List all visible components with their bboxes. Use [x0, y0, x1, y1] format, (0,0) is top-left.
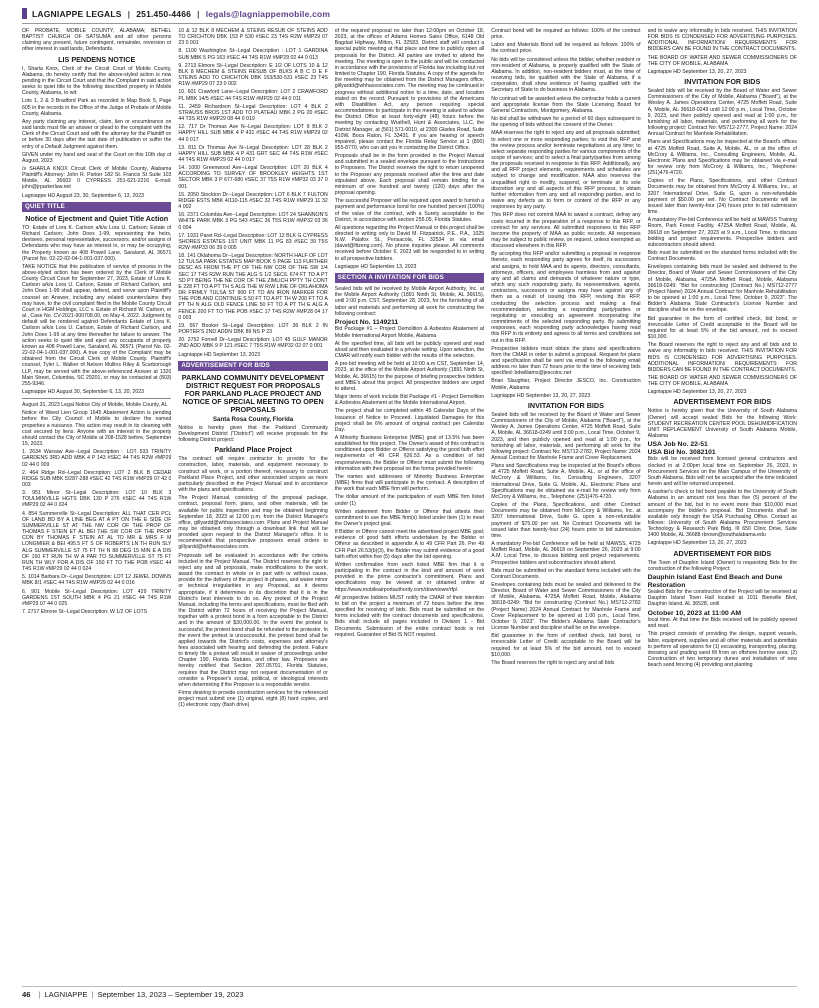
header-separator: | [197, 8, 200, 19]
notice-paragraph: Prospective bidders must obtain the plans and specifications from the CMAR in order to submit a proposal. Request for plans and specification shall be sent via email to the following email address no later than 72 hours prior to the time of receiving bids specified: bdwilliams@jescoinc.net [491, 345, 641, 377]
footer-dates: September 13, 2023 – September 19, 2023 [97, 989, 244, 999]
notice-paragraph: The Project Manual, consisting of the proposal package, contract, proposal form, plans, and other materials, will be available for public inspection and may be obtained beginning September 18, 2023 at 12:00 p.m. from the District Manager's office, gillyardd@whhassociates.com. Plans and Project Manual may be obtained only through a download link that will be provided upon request to the District Manager's office. It is recommended that prospective proposers email orders to gillyardd@whhassociates.com. [178, 495, 328, 551]
notice-paragraph: OF PROBATE, MOBILE COUNTY, ALABAMA; BETHEL BAPTIST CHURCH OF SATSUMA and all other persons claiming any present, future contingent, remainder, reversion or other interest in said lands, Defendants. [22, 28, 172, 53]
section-banner: ADVERTISEMENT FOR BIDS [178, 361, 327, 371]
notice-paragraph: 1. 2634 Warsaw Ave--Legal Description : LOT 533 TRINITY GARDENS 3RD ADD MBK 4 P 143 #SEC 44 T4S R2W #MP29 02 44 0 009 [22, 449, 172, 468]
notice-subtitle: Santa Rosa County, Florida [212, 415, 294, 423]
page-footer [22, 986, 797, 1001]
notice-paragraph: The Town of Dauphin Island (Owner) is requesting Bids for the construction of the following Project: [647, 559, 797, 572]
notice-emphasis: USA Bid No. 3082101 [647, 448, 716, 456]
notice-paragraph: and to waive any informality in bids received. THIS INVITATION FOR BIDS IS CONDENSED FOR ADVERTISING PURPOSES. ADDITIONAL INFORMATION/ REQUIREMENTS FOR BIDDERS CAN BE FOUND IN THE CONTRACT DOCUMENTS. [647, 28, 797, 53]
notice-paragraph: No bids will be considered unless the bidder, whether resident or non-resident of Alabama, is properly qualified with the State of Alabama. In addition, non-resident bidders must, at the time of receiving bids, be qualified with the State of Alabama, if a corporation, shall show evidence of having qualified with the Secretary of State to do business in Alabama. [491, 56, 641, 94]
notice-paragraph: of the required proposal no later than 12:00pm on October 18, 2023, at the offices of Adams Homes Sales Office, 6148 Old Bagdad Highway, Milton, FL 32583. District staff will conduct a special public meeting at that place and time to publicly open all proposals for the District. All parties are invited to attend the meeting. The meeting is open to the public and will be conducted in accordance with the provisions of Florida law including but not limited to Chapter 190, Florida Statutes. A copy of the agenda for the meeting may be obtained from the District Managers office, gillyardd@whhassociates.com. The meeting may be continued in progress without additional notice to a time, date, and location stated on the record. Pursuant to provisions of the Americans with Disabilities Act, any person requiring special accommodations to participate in this meeting is asked to advise the District Office at least forty-eight (48) hours before the meeting by contacting Wrathell, Hunt & Associates, LLC, the District Manager, at (561) 571-0010, at 2300 Glades Road, Suite 410W, Boca Raton, FL 33431. If you are hearing or speech impaired, please contact the Florida Relay Service at 1 (800) 955-8770, who can aid you in contacting the District Office. [334, 28, 485, 151]
notice-paragraph: A pre-bid meeting will be held at 10:00 a.m CST, September 14, 2023, at the office of the Mobile Airport Authority (1891 Ninth St, Mobile, AL 36615) for the purpose of briefing prospective bidders and MBE's about this project. All prospective bidders are urged to attend. [334, 361, 485, 392]
publication-line: Lagniappe HD August 30, September 6, 13, 20, 2023 [22, 388, 144, 395]
notice-paragraph: Firms desiring to provide construction services for the referenced project must submit one (1) original, eight (8) hard copies, and (1) electronic copy (flash drive) [178, 690, 328, 709]
column-1 [22, 28, 171, 980]
notice-paragraph: TAKE NOTICE that this publication of service of process in the above-styled action has been ordered by the Clerk of Mobile County Circuit Court for September 27, 2023, Estate of Lora K. Carlson a/k/a Lora U. Carlson, Estate of Richard Carlson, and John Does 1-99 shall appear, defend, and serve upon Plaintiff's counsel an Answer, including any related counterclaims they may have, to the civil complaint filed in the Mobile County Circuit Court in HGM Holdings, LLC v. Estate of Richard W. Carlson, et al., Case No. CV-2021-900708.00, on May 4, 2022. Judgment by default will be rendered against Defendants Estate of Lora K. Carlson a/k/a Lora U. Carlson, Estate of Richard Carlson, and John Does 1-99 at any time thereafter for failure to answer. The action seeks to quiet title and eject any occupants of property known as 408 Powell Lane, Saraland, AL 36571 (Parcel No. 02-22-02-04-1-001-037.000). A true copy of the Complaint may be obtained from the Circuit Clerk of Mobile County. Plaintiff's counsel, Tyler L. Walker of Nelson Mullins Riley & Scarborough LLP, may be served with the above-referenced Answer at 1320 Main Street, Columbia, SC 29201, or may be contacted at (803) 255-9346. [22, 263, 172, 387]
notice-paragraph: 4. 854 Summerville St--Legal Description: ALL THAT CER PCL OF LAND BD BY A LINE BEG AT A PT ON THE E SIDE OF SUMMERVILLE ST AT THE NW COR OF THE PROP OF THOMAS F STEIN ET AL BEI THE SW COR OF THE PROP CON BY THOMAS F STEIN AT AL TO MR & MRS F M LONGMIER & BEI 495.5 FT S OF ROBERTS LN TH RUN SLY ALG SUMMERVILLE ST 75 FT TH N 88 DEG 15 MIN E A DIS OF 150 FT RUN TH W A PAR TO SUMMERVILLE ST 75 FT RUN TH WLY FOR A DIS OF 150 FT TO THE POB #SEC 44 T4S R1W #MP29 02 44 0 024 [22, 510, 172, 573]
notice-paragraph: August 31, 2023 Legal Notice City of Mobile, Mobile County, AL [22, 402, 168, 409]
notice-paragraph: This RFP does not commit MAA to award a contract, defray any costs incurred in the preparation of a response to this RFP, or contract for any services. All submitted responses to this RFP become the property of MAA as public records. All responses may be subject to public review, on request, unless exempted as discussed elsewhere in this RFP. [491, 212, 641, 250]
notice-paragraph: The dollar amount of the participation of each MBE firm listed under (1) [334, 494, 485, 507]
notice-paragraph: A Minority Business Enterprise (MBE) goal of 13.5% has been established for this project. The Owner's award of this contract is conditioned upon Bidder or Offeror satisfying the good faith effort requirements of 49 CFR §26.53. As a condition of bid responsiveness, the Bidder or Offeror must submit the following information with their proposal on the forms provided herein: [334, 434, 485, 472]
notice-paragraph: Bid Package #1 – Project Demolition & Asbestos Abatement at Mobile International Airport Mobile, Alabama [334, 326, 485, 339]
header-separator: | [127, 8, 131, 19]
notice-paragraph: Written confirmation from each listed MBE firm that it is participating in the contract in the kind and amount of work provided in the prime contractor's commitment. Plans and specifications may be viewed at or obtained online at https://www.mobileairportauthority.com/downtown/rfp/. [334, 561, 485, 593]
notice-paragraph: This project consists of providing the design, support vessels, labor, equipment, supplies and all other materials and submittals to perform all operations for (1) excavating, transporting, placing, dressing and grading sand fill from an offshore borrow area; (2) Construction of two temporary dunes and installation of new beach sand fencing (4) providing and planting [647, 631, 797, 669]
notice-emphasis: October 10, 2023 at 11:00 AM [647, 609, 742, 617]
notice-emphasis: USA Job No. 22-51 [647, 441, 708, 449]
notice-paragraph: A mandatory Pre-bid Conference will be held at MAWSS, 4725 Moffett Road, Mobile, AL 36618 on September 26, 2023 at 9:00 A.M. Local Time, to discuss bidding and project requirements. Prospective bidders and subcontractors should attend. [491, 541, 641, 566]
footer-publication: LAGNIAPPE [44, 989, 88, 999]
notice-paragraph: 13. 811 Dr Thomas Ave N--Legal Description: LOT 28 BLK 2 HAPPY HILL SUB MBK 4 P 431 GRT SEC 44 T4S R1W #SEC 44 T4S R1W #MP29 02 44 0 017 [178, 144, 328, 163]
notice-paragraph: By accepting this RFP and/or submitting a proposal in response thereto, each responding party agrees for itself, its successors and assigns, to hold MAA and its agents, directors, consultants, attorneys, officers, and employees harmless from and against any and all claims and demands of whatever nature or type, which any such responding party, its representatives, agents, contractors, successors or assigns may have against any of them as a result of issuing this RFP, revising this RFP, conducting the selection process and making a final recommendation, selecting a responding party/parties or negotiating or executing an agreement incorporating the commitments of the selected responding party. By submitting responses, each responding party acknowledges having read this RFP in its entirety and agrees to all terms and conditions set out in this RFP. [491, 251, 641, 344]
notice-paragraph: At the specified time, all bids will be publicly opened and read aloud and then evaluated in a private setting. Upon selection, the CMAR will notify each bidder with the results of the selection. [334, 340, 485, 360]
notice-paragraph: 19. 567 Booker St--Legal Description: LOT 36 BLK 2 IN PORTER'S 2ND ADDN DBK 89 NS P 23 [178, 322, 328, 336]
notice-paragraph: Bids must be submitted on the standard forms included with the Contract Documents. [491, 567, 641, 580]
notice-title: Parkland Place Project [214, 445, 292, 455]
notice-paragraph: Sealed bids will be received by the Board of Water and Sewer Commissioners of the City of Mobile, Alabama ("Board"), at the Wesley A. James Operations Center, 4725 Moffett Road, Suite A, Mobile, AL 36618-0249 until 12:00 p.m., Local Time, October 9, 2023, and then publicly opened and read at 1:00 p.m., for furnishing all labor, materials, and performing all work for the following project: Contract No: MS712-2777, Project Name: 2024 Annual Contract for Manhole Rehabilitation. [647, 88, 797, 138]
notice-paragraph: A mandatory Pre-bid Conference will be held at MAWSS Training Room, Park Forest Facility, 4725A Moffett Road, Mobile, AL 36618 on September 27, 2023 at 9 a.m., Local Time, to discuss bidding and project requirements. Prospective bidders and subcontractors should attend. [647, 217, 797, 248]
notice-paragraph: Envelopes containing bids must be sealed and delivered to the Director, Board of Water and Sewer Commissioners of the City of Mobile, Alabama, 4725A Moffett Road, Mobile, Alabama 36618-0249: "Bid for constructing (Contract No.) MS712-2777 (Project Name) 2024 Annual Contract for Manhole Rehabilitation to be opened at 1:00 p.m., Local Time, October 9, 2023". The Bidder's Alabama State Contractor's License Number and discipline shall be on the envelope. [647, 264, 797, 314]
notice-paragraph: 15. 2050 Stockton Dr--Legal Description: LOT 6 BLK 7 FULTON RIDGE ESTS MBK 4/110-115 #SEC 32 T4S R1W #MP29 11 32 4 002 [178, 191, 328, 211]
notice-paragraph: THE BOARD OF WATER AND SEWER COMMISSIONERS OF THE CITY OF MOBILE, ALABAMA [647, 54, 797, 67]
notice-paragraph: 11. 2459 Richardson St--Legal Description: LOT 4 BLK 2 STRAUSS BROS 1ST ADD TO PLATEAU MBK 2 PG 20 #SEC 44 T3S R1W #MP29 08 44 0 019 [178, 103, 328, 123]
notice-paragraph: 10 & 12 BLK 8 MECHEM & STEINS RESUB OF STEINS ADD TO CRICHTON DBK 153 P 530 #SEC 23 T4S R2W #MP29 07 23 0 001 [178, 28, 328, 47]
notice-paragraph: Sealed bids will be received by the Board of Water and Sewer Commissioners of the City of Mobile, Alabama ("Board"), at the Wesley A. James Operations Center, 4725 Moffett Road, Suite A, Mobile, AL 36618-0249 until 3:00 p.m., Local Time, October 9, 2023, and then publicly opened and read at 1:00 p.m., for furnishing all labor, materials, and performing all work for the following project: Contract No: MS712-2782, Project Name: 2024 Annual Contract for Manhole Frame and Cover Replacement. [491, 411, 641, 461]
notice-paragraph: MAA reserves the right to reject any and all proposals submitted; to select one or more responding parties; to void this RFP and the review process and/or terminate negotiations at any time; to select separate responding parties for various components of the scope of services; and to select a final party/parties from among the proposals received in response to this RFP. Additionally, any and all RFP project elements, requirements and schedules are subject to change and modification. MAA also reserves the unqualified right to modify, suspend, or terminate at its sole discretion any and all aspects of this RFP process, to obtain further information from any and all responding parties, and to waive any defects as to form or content of the RFP or any responses by any party. [491, 130, 641, 211]
notice-paragraph: Brian Slaughter, Project Director JESCO, Inc. Construction Mobile, Alabama [491, 378, 641, 391]
publication-line: Lagniappe HD September 13, 2023 [334, 263, 417, 270]
column-5 [648, 28, 797, 980]
publication-line: Lagniappe HD September 13, 20, 27, 2023 [647, 389, 747, 396]
column-3 [335, 28, 484, 980]
notice-paragraph: Sealed Bids for the construction of the Project will be received at Dauphin Island Town Hall located at 1011 Bienville Blvd, Dauphin Island, AL 36528, until [647, 589, 797, 608]
notice-paragraph: Proposals shall be in the form provided in the Project Manual and submitted in a sealed envelope pursuant to the Instructions to Proposers. The District reserves the right to return unopened to the Proposer any proposals received after the time and date stipulated above. Each proposal shall remain binding for a minimum of one hundred and twenty (120) days after the proposal opening. [334, 153, 485, 197]
notice-paragraph: Lots 1, 2 & 3 Bradford Park as recorded in Map Book 5, Page 605 in the records in the Office of the Judge of Probate of Mobile County, Alabama. [22, 98, 172, 117]
header-accent-bar [22, 8, 27, 19]
publication-line: Lagniappe HD September 13, 20, 27, 2023 [647, 540, 747, 547]
section-banner: QUIET TITLE [22, 202, 171, 212]
header-phone: 251.450-4466 [136, 8, 192, 19]
notice-paragraph: local time. At that time the Bids received will be publicly opened and read. [647, 617, 797, 630]
notice-title: INVITATION FOR BIDS [684, 77, 761, 87]
notice-paragraph: 16. 2371 Columbia Ave--Legal Description: LOT 24 SHANNON'S WHITE PARK MBK 3 PG 543 #SEC 36 T5S R1W #MP32 03 36 0 004 [178, 212, 328, 231]
page-header [22, 6, 797, 21]
notice-paragraph: TO: Estate of Lora K. Carlson a/k/a Lora U. Carlson; Estate of Richard Carlson; John Does 1-99, representing the heirs, devisees, personal representative, successors, and/or assigns of Defendants who may have an interest in, or may be occupying, the Property known as 408 Powell Lane, Saraland, AL 36571 (Parcel No. 02-22-02-04-1-001-037.000). [22, 224, 172, 262]
column-4 [491, 28, 640, 980]
notice-title: INVITATION FOR BIDS [527, 400, 604, 410]
notice-paragraph: Bids will be received from licensed general contractors and clocked in at 2:00pm local time on September 26, 2023, in Procurement Services on the Main Campus of the University of South Alabama. Bids will not be accepted after the time indicated herein and will be returned unopened. [647, 456, 797, 488]
notice-paragraph: THE BOARD OF WATER AND SEWER COMMISSIONERS OF THE CITY OF MOBILE, ALABAMA [647, 374, 797, 388]
notice-paragraph: The project shall be completed within 45 Calendar Days of the Issuance of Notice to Proceed. Liquidated Damages for this project shall be 6% amount of original contract per Calendar Day. [334, 408, 485, 433]
notice-paragraph: 9. 2713 Elmore St--Legal Description: E 1/2 OF LOTS 10 & 12 BLK 8 MECHEM & STEINS RESUB OF BLKS A B C D E F STEINS ADD TO CRICHTON DBK 153/530-531 #SEC 23 T4S R1W #MP29 07 23 0 002 [178, 62, 328, 88]
notice-paragraph: Bid guarantee in the form of certified check, bid bond, or irrevocable Letter of Credit acceptable to the Board will be required for at least 5% of the bid amount, not to exceed $10,000. [491, 633, 641, 658]
notice-paragraph: The contract will require contractor to provide for the construction, labor, materials, and equipment necessary to construct all work, or a portion thereof, necessary to construct Parkland Place Project, and other associated scopes as more particularly described in the Project Manual and in accordance with the plans and specifications. [178, 456, 328, 494]
notice-paragraph: The successful Proposer will be required upon award to furnish a payment and performance bond for one hundred percent (100%) of the value of the contract, with a Surety acceptable to the District, in accordance with section 255.05, Florida Statutes. [334, 198, 485, 223]
header-email-link[interactable]: legals@lagniappemobile.com [205, 8, 331, 19]
section-banner: SECTION A INVITATION FOR BIDS [335, 273, 484, 283]
notice-paragraph: Plans and Specifications may be inspected at the Board's offices at 4725 Moffett Road, Suite A, Mobile, AL, or at the office of McCrory & Williams, Inc., Consulting Engineers, Mobile, AL. Electronic Plans and Specifications may be obtained via e-mail for review only from McCrory & Williams, Inc., Telephone: (251)476-4720. [647, 139, 797, 177]
notice-title: ADVERTISEMENT FOR BIDS [673, 397, 772, 407]
notice-paragraph: Proposals will be evaluated in accordance with the criteria included in the Project Manual. The District reserves the right to reject any and all proposals, make modifications to the work, award the contract in whole or in part with or without cause, provide for the delivery of the project in phases, and waive minor or technical irregularities in any Proposal, as it deems appropriate, if it determines in its discretion that it is in the District's best interests to do so. Any protest of the Project Manual, including the terms and specifications, must be filed with the District within 72 hours of receiving the Project Manual, together with a protest bond in a form acceptable to the District and in the amount of $30,000.00. In the event the protest is successful, the protest bond shall be refunded to the protestor. In the event the protest is unsuccessful, the protest bond shall be applied towards the District's costs, expenses and attorney's fees associated with hearing and defending the protest. Failure to timely file a protest will result in waiver of proceedings under Chapter 190, Florida Statutes, and other law. Proposers are hereby notified that Section 287.05701, Florida Statutes, requires that the District may not request documentation of or consider a Proposer's social, political, or ideological interests when determining if the Proposer is a responsible vendor. [178, 552, 328, 688]
notice-paragraph: If Bidder or Offeror cannot meet the advertised project MBE goal; evidence of good faith efforts undertaken by the Bidder or Offeror as described in appendix A to 49 CFR Part 26. Per 49 CFR Part 26.53(b)(3), the Bidder may submit evidence of a good faith effort within five (5) days after the bid opening. [334, 529, 485, 560]
publication-line: Lagniappe HD September 13, 20, 27, 2023 [491, 392, 591, 399]
footer-separator: | [91, 989, 94, 999]
notice-paragraph: /s SHARLA KNOX Circuit Clerk of Mobile County, Alabama Plaintiff's Attorney: John R. Parker 182 St. Francis St Suite 103 Mobile, AL 36602 0 CYPRESS 251-621-2216 E-mail: john@jrparkerlaw.net [22, 165, 172, 191]
notice-paragraph: 3. 951 Minor St--Legal Description: LOT 10 BLK 3 TOULMINVILLE HGTS DBK 130 P 276 #SEC 44 T4S R1W #MP29 02 44 0 024 [22, 490, 172, 509]
notice-title: Notice of Ejectment and Quiet Title Action [25, 213, 169, 223]
publication-line: Lagniappe HD September 13, 20, 27, 2023 [647, 68, 747, 75]
notice-paragraph: 14. 1000 Greenwood Ave--Legal Description: LOT 20 BLK 4 ACCORDING TO SURVEY OF BROOKLEY HEIGHTS 1ST SECTOR MBK 3 P 677-680 #SEC 37 T5S R1W #MP32 03 37 0 001 [178, 165, 328, 190]
notice-paragraph: All prospective bidders MUST notify the CMAR of their intention to bid on the project a minimum of 72 hours before the time specified for receiving of bids. Bids must be submitted on the forms included with the contract documents and specifications. Bids shall include all pages included in Division 1 - Bid Documents. Submission of the entire contract book is not required. Guarantee of Bid IS NOT required. [334, 594, 485, 638]
publication-line: Lagniappe HD August 23, 30, September 6, 13, 2023 [22, 192, 144, 199]
notice-paragraph: Major items of work include Bid Package #1 - Project Demolition & Asbestos Abatement at the Mobile International Airport. [334, 394, 485, 407]
notice-title: PARKLAND COMMUNITY DEVELOPMENT DISTRICT REQUEST FOR PROPOSALS FOR PARKLAND PLACE PROJECT AND NOTICE OF SPECIAL MEETING TO OPEN PROPOSALS [181, 372, 325, 414]
notice-paragraph: Notice of Weed Lien Group 1645 Abatement Action is pending before the City Council of Mobile to declare the named properties a nuisance. This action may result in its cleaning with cost secured by liens. Anyone with an interest in the property should contact the City of Mobile at 208-1528 before, September 15, 2023. [22, 410, 172, 448]
legal-notices-columns [22, 28, 797, 980]
notice-paragraph: 18. 141 Oklahoma Dr--Legal Description: NORTH HALF OF LOT 12 TULSA PARK ESTATES MAP BOOK 5 PAGE 113 FURTHER DESC AS FROM THE PT OF THE NW COR OF THE SW 1/4 SEC 17 T4S R2W RUN THE ALG S 1/2 SEC/L 674 FT TO A PT SD PT BEING THE NE COR OF THE ZIMLICH PPTY TH CONT E 228 FT TO A PT TH S ALG THE W R/W LINE OF OKLAHOMA DR FIRMLY TULSA ST 900 FT TO AN IRON MARKER FOR THE POB AND CONTINUE S 50 FT TO A PT TH W 200 FT TO A PT TH N ALG OLD FENCE LINE 50 FT TO A PT TH E ALG A FENCE 200 FT TO THE POB #SEC 17 T4S R2W #MP28 04 17 0 003 [178, 253, 328, 321]
notice-paragraph: Plans and Specifications may be inspected at the Board's offices at 4725 Moffett Road, Suite A, Mobile, AL, or at the office of McCrory & Williams, Inc. Consulting Engineers, 3207 International Drive, Suite G, Mobile, AL. Electronic Plans and Specifications may be obtained via e-mail for review only from McCrory & Williams, Inc., Telephone: (251)476-4720. [491, 463, 641, 500]
notice-paragraph: Notice is hereby given that the University of South Alabama (Owner) will accept sealed Bids for the following Work: STUDENT RECREATION CENTER POOL DEHUMIDIFICATION UNIT REPLACEMENT University of South Alabama Mobile, Alabama [647, 408, 797, 440]
notice-paragraph: Bids must be submitted on the standard forms included with the Contract Documents. [647, 250, 797, 263]
notice-paragraph: No contract will be awarded unless the contractor holds a current and appropriate license from the State Licensing Board for General Contractors, Montgomery, Alabama. [491, 95, 641, 114]
notice-emphasis: Project No. 1149211 [334, 318, 399, 326]
publication-line: Lagniappe HD September 13, 2023 [178, 351, 261, 358]
notice-paragraph: 12. 717 Dr Thomas Ave N--Legal Description: LOT 9 BLK 2 HAPPY HILL SUB MBK 4 P 431 #SEC 44 T4S R1W #MP29 02 44 0 017 [178, 124, 328, 143]
notice-paragraph: GIVEN under my hand and seal of the Court on this 10th day of August, 2023 [22, 151, 172, 164]
notice-paragraph: 7. 2717 Elmore St--Legal Description: W 1/2 OF LOTS [22, 608, 148, 615]
notice-paragraph: Copies of the Plans, Specifications, and other Contract Documents may be obtained from McCrory & Williams, Inc. at 3207 International Drive, Suite G, upon a non-refundable payment of $75.00 per set. No Contract Documents will be issued later than twenty-four (24) hours prior to bid submission time. [491, 502, 641, 539]
notice-paragraph: Labor and Materials Bond will be required as follows: 100% of the contract price. [491, 42, 641, 55]
footer-page-number: 46 [22, 989, 31, 999]
column-2 [178, 28, 327, 980]
notice-paragraph: The Board reserves the right to reject any and all bids [491, 659, 615, 666]
notice-title: ADVERTISEMENT FOR BIDS [673, 548, 772, 558]
notice-title: LIS PENDENS NOTICE [58, 54, 136, 64]
notice-paragraph: Any party claiming any interest, claim, lien or encumbrance on said lands must file an answer or plead to the complaint with the Clerk of the Circuit Court and with the attorney for the Plaintiff on or before 30 days after the last date of publication or suffer the entry of a Default Judgment against them. [22, 118, 172, 150]
notice-paragraph: 5. 1014 Barbara Dr--Legal Description: LOT 12 JEWEL DOWNS MBK 8/1 #SEC 44 T4S R1W #MP29 02 44 0 016 [22, 574, 172, 587]
notice-paragraph: The names and addresses of Minority Business Enterprise (MBE) firms that will participate in the contract. A description of the work that each MBE firm will perform. [334, 473, 485, 493]
notice-paragraph: A cashier's check or bid bond payable to the University of South Alabama in an amount not less than five (5) percent of the amount of the bid, but in no event more than $10,000 must accompany the bidder's proposal. Bid Documents shall be available only through the USA Purchasing Office. Contact as follows: University of South Alabama Procurement Services Technology & Research Park Bldg. III 650 Clinic Drive, Suite 1400 Mobile, AL 36688 rbrown@southalabama.edu [647, 489, 797, 539]
notice-paragraph: Contract bond will be required as follows: 100% of the contract price. [491, 28, 641, 41]
notice-paragraph: Written statement from Bidder or Offeror that attests their commitment to use the MBE firm(s) listed under item (1) to meet the Owner's project goal. [334, 508, 485, 527]
header-rule [22, 23, 797, 24]
notice-paragraph: Notice is hereby given that the Parkland Community Development District ("District") will receive proposals for the following District project: [178, 424, 328, 444]
notice-paragraph: 2. 464 Ridge Rd--Legal Description: LOT 2 BLK B CEDAR RIDGE SUB MBK 5/287-288 #SEC 42 T4S R1W #MP29 07 42 0 003 [22, 469, 172, 488]
notice-paragraph: I, Sharla Knox, Clerk of the Circuit Court of Mobile County, Alabama, do hereby certify that the above-styled action is now pending in the Circuit Court and that the Complaint in said action seeks to quiet title to the following described property in Mobile County, Alabama, to wit: [22, 65, 172, 97]
notice-paragraph: Bid guarantee in the form of certified check, bid bond, or irrevocable Letter of Credit acceptable to the Board will be required for at least 5% of the bid amount, not to exceed $10,000. [647, 315, 797, 341]
notice-paragraph: The Board reserves the right to reject any and all bids and to waive any informality in bids received. THIS INVITATION FOR BIDS IS CONDENSED FOR ADVERTISING PURPOSES. ADDITIONAL INFORMATION/ REQUIREMENTS FOR BIDDERS CAN BE FOUND IN THE CONTRACT DOCUMENTS. [647, 342, 797, 373]
notice-paragraph: Sealed bids will be received by Mobile Airport Authority, Inc. at the Mobile Airport Authority (1891 Ninth St, Mobile, AL 36615), until 2:00 p.m. CST, September 28, 2023, for the furnishing of all labor and materials and performing all work for constructing the following contract: [334, 286, 485, 317]
notice-paragraph: 6. 901 Mobile St--Legal Description: LOT 429 TRINITY GARDENS 1ST SOUTH MBK 4 PG 21 #SEC 44 T4S R1W #MP29 07 44 0 025 [22, 588, 172, 607]
notice-emphasis: Dauphin Island East End Beach and Dune Restoration [647, 573, 783, 589]
footer-separator: | [38, 989, 41, 999]
notice-paragraph: 17. 1931 Paret Rd--Legal Description: LOT 12 BLK G CYPRESS SHORES ESTATES 1ST UNIT MBK 11 PG 83 #SEC 39 T5S R2W #MP33 06 39 0 005 [178, 232, 328, 251]
notice-paragraph: 10. 601 Crawford Lane--Legal Description: LOT 2 CRAWFORD PL MBK 14/5 #SEC 44 T4S R1W #MP29 02 44 0 011 [178, 89, 328, 102]
notice-paragraph: 20. 2752 Fornell Dr--Legal Description: LOT 45 GULF MANOR 2ND ADD MBK 9 P 121 #SEC 7 T5S R1W #MP32 02 07 0 001 [178, 337, 328, 350]
notice-paragraph: No bid shall be withdrawn for a period of 60 days subsequent to the opening of bids without the consent of the Owner. [491, 116, 641, 129]
notice-divider [22, 398, 171, 399]
notice-paragraph: All questions regarding the Project Manual or this project shall be directed in writing only to David M. Fitzpatrick, P.E., P.A., 1025 N.W. Palafox St., Pensacola, FL 32534 or via email (david@fitzeng.com). No phone inquiries please. All comments received before October 6, 2023 will be responded to in writing to all prospective bidders. [334, 224, 485, 262]
notice-paragraph: Envelopes containing bids must be sealed and delivered to the Director, Board of Water and Sewer Commissioners of the City of Mobile, Alabama, 4725A Moffett Road, Mobile, Alabama 36618-0249: "Bid for constructing (Contract No.) MS712-2782 (Project Name) 2024 Annual Contract for Manhole Frame and Cover Replacement to be opened at 1:00 p.m., Local Time, October 9, 2023". The Bidder's Alabama State Contractor's License Number and discipline shall be on the envelope. [491, 581, 641, 632]
notice-paragraph: Copies of the Plans, Specifications, and other Contract Documents may be obtained from McCrory & Williams, Inc., at 3207 International Drive, Suite G, upon a non-refundable payment of $50.00 per set. No Contract Documents will be issued later than twenty-four (24) hours prior to bid submission time. [647, 178, 797, 216]
notice-paragraph: 8. 1100 Washington St--Legal Description : LOT 1 GARDINA SUB MBK 5 PG 163 #SEC 44 T4S R1W #MP29 02 44 0 013 [178, 48, 328, 61]
header-section-name: LAGNIAPPE LEGALS [32, 8, 122, 19]
